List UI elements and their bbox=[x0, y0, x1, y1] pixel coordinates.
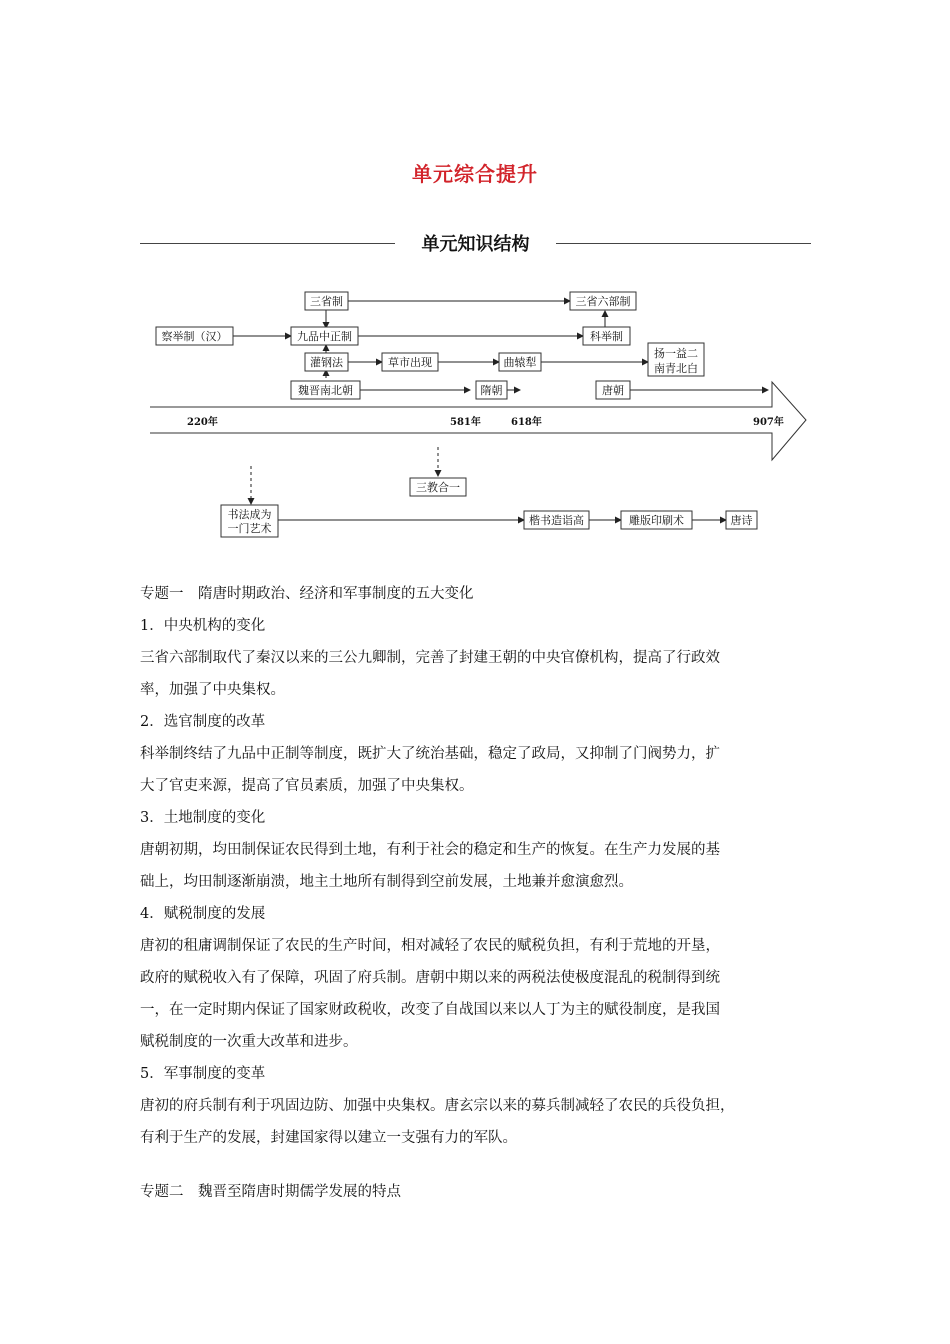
box-sanshengzhi: 三省制 bbox=[310, 295, 343, 308]
box-shufa-line1: 书法成为 bbox=[227, 508, 272, 521]
box-yangyi-line1: 扬一益二 bbox=[654, 347, 698, 360]
section-heading bbox=[140, 230, 811, 256]
subheading-3: 3．土地制度的变化 bbox=[140, 810, 266, 826]
paragraph-2-line: 科举制终结了九品中正制等制度，既扩大了统治基础，稳定了政局，又抑制了门阀势力，扩 bbox=[140, 746, 720, 762]
box-weijin: 魏晋南北朝 bbox=[298, 384, 353, 397]
paragraph-4-line: 唐初的租庸调制保证了农民的生产时间，相对减轻了农民的赋税负担，有利于荒地的开垦， bbox=[140, 938, 720, 954]
box-yangyi-line2: 南青北白 bbox=[654, 362, 698, 375]
subheading-4: 4．赋税制度的发展 bbox=[140, 906, 266, 922]
box-jiupin: 九品中正制 bbox=[297, 330, 352, 343]
section-title: 单元知识结构 bbox=[421, 234, 530, 255]
year-907: 907年 bbox=[753, 417, 784, 428]
heading-rule-right bbox=[556, 243, 811, 244]
paragraph-4-line: 赋税制度的一次重大改革和进步。 bbox=[140, 1034, 358, 1050]
box-tang: 唐朝 bbox=[602, 384, 624, 397]
box-quyuanli: 曲辕犁 bbox=[503, 356, 537, 369]
box-kaishu: 楷书造诣高 bbox=[529, 514, 584, 527]
paragraph-1-line: 率，加强了中央集权。 bbox=[140, 682, 285, 698]
box-sanjiao: 三教合一 bbox=[416, 481, 460, 494]
subheading-5: 5．军事制度的变革 bbox=[140, 1066, 266, 1082]
box-shufa-line2: 一门艺术 bbox=[227, 522, 272, 535]
body-content bbox=[140, 578, 820, 1208]
box-diaoban: 雕版印刷术 bbox=[629, 514, 684, 527]
year-581: 581年 bbox=[450, 417, 481, 428]
topic-heading-1: 专题一 隋唐时期政治、经济和军事制度的五大变化 bbox=[140, 586, 474, 602]
topic-heading-2: 专题二 魏晋至隋唐时期儒学发展的特点 bbox=[140, 1184, 401, 1200]
knowledge-structure-diagram bbox=[0, 280, 950, 550]
paragraph-1-line: 三省六部制取代了秦汉以来的三公九卿制，完善了封建王朝的中央官僚机构，提高了行政效 bbox=[140, 650, 720, 666]
paragraph-4-line: 一，在一定时期内保证了国家财政税收，改变了自战国以来以人丁为主的赋役制度，是我国 bbox=[140, 1002, 720, 1018]
box-sansheng-liubu: 三省六部制 bbox=[575, 295, 631, 308]
page-title: 单元综合提升 bbox=[412, 162, 538, 186]
box-sui: 隋朝 bbox=[480, 384, 503, 397]
box-keju: 科举制 bbox=[590, 330, 623, 343]
paragraph-2-line: 大了官吏来源，提高了官员素质，加强了中央集权。 bbox=[140, 778, 474, 794]
paragraph-5-line: 唐初的府兵制有利于巩固边防、加强中央集权。唐玄宗以来的募兵制减轻了农民的兵役负担， bbox=[140, 1098, 735, 1114]
year-618: 618年 bbox=[511, 417, 542, 428]
box-guangangfa: 灌钢法 bbox=[310, 356, 343, 369]
paragraph-4-line: 政府的赋税收入有了保障，巩固了府兵制。唐朝中期以来的两税法使极度混乱的税制得到统 bbox=[140, 970, 720, 986]
paragraph-5-line: 有利于生产的发展，封建国家得以建立一支强有力的军队。 bbox=[140, 1130, 517, 1146]
subheading-2: 2．选官制度的改革 bbox=[140, 714, 266, 730]
subheading-1: 1．中央机构的变化 bbox=[140, 618, 266, 634]
box-caoshi: 草市出现 bbox=[388, 356, 432, 369]
box-chajuzhi: 察举制（汉） bbox=[161, 330, 228, 343]
paragraph-3-line: 唐朝初期，均田制保证农民得到土地，有利于社会的稳定和生产的恢复。在生产力发展的基 bbox=[140, 842, 720, 858]
box-tangshi: 唐诗 bbox=[730, 514, 753, 527]
year-220: 220年 bbox=[187, 417, 218, 428]
paragraph-3-line: 础上，均田制逐渐崩溃，地主土地所有制得到空前发展，土地兼并愈演愈烈。 bbox=[140, 874, 633, 890]
